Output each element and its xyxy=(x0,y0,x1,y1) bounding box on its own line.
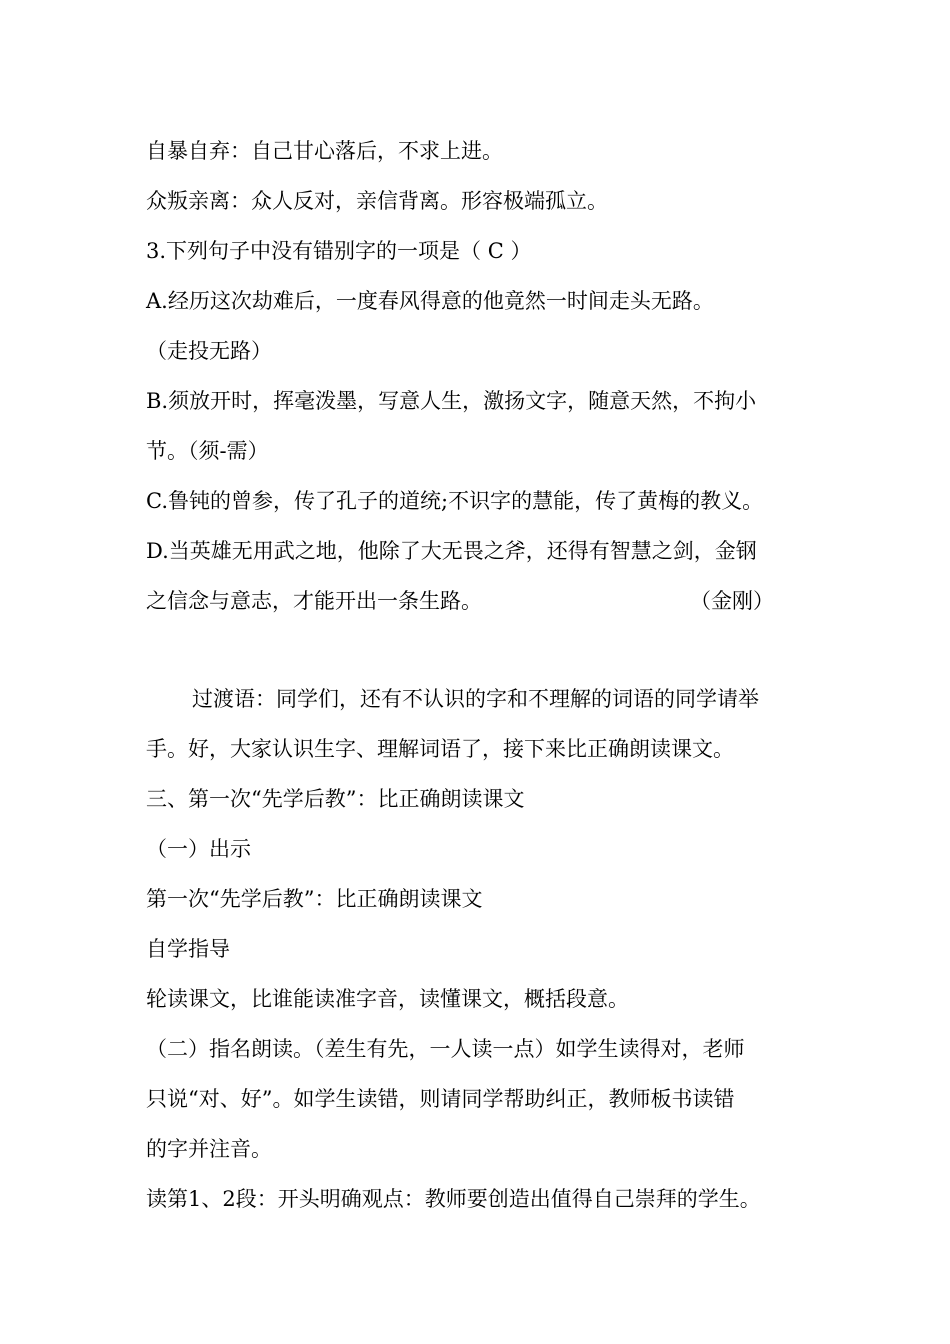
option-b: B.须放开时，挥毫泼墨，写意人生，激扬文字，随意天然，不拘小 xyxy=(146,389,757,413)
option-b-continued: 节。（须-需） xyxy=(146,439,269,463)
subsection-heading: （二）指名朗读。（差生有先，一人读一点）如学生读得对，老师 xyxy=(146,1037,745,1061)
question-line: 3.下列句子中没有错别字的一项是（ C ） xyxy=(146,239,532,263)
option-d-text: 之信念与意志，才能开出一条生路。 xyxy=(146,589,482,613)
option-d-continued xyxy=(146,586,811,616)
text-line: 只说“对、好”。如学生读错，则请同学帮助纠正，教师板书读错 xyxy=(146,1087,735,1111)
option-c: C.鲁钝的曾参，传了孔子的道统;不识字的慧能，传了黄梅的教义。 xyxy=(146,489,764,513)
text-line: 的字并注音。 xyxy=(146,1137,272,1161)
subsection-heading: （一）出示 xyxy=(146,837,251,861)
transition-line-continued: 手。好，大家认识生字、理解词语了，接下来比正确朗读课文。 xyxy=(146,737,734,761)
option-a: A.经历这次劫难后，一度春风得意的他竟然一时间走头无路。 xyxy=(146,289,714,313)
text-line: 轮读课文，比谁能读准字音，读懂课文，概括段意。 xyxy=(146,987,629,1011)
option-a-note: （走投无路） xyxy=(146,339,272,363)
text-line: 众叛亲离：众人反对，亲信背离。形容极端孤立。 xyxy=(146,189,608,213)
option-d-note: （金刚） xyxy=(690,589,774,613)
transition-line: 过渡语：同学们，还有不认识的字和不理解的词语的同学请举 xyxy=(192,687,759,711)
text-line: 读第1、2段：开头明确观点：教师要创造出值得自己崇拜的学生。 xyxy=(146,1187,761,1211)
option-d: D.当英雄无用武之地，他除了大无畏之斧，还得有智慧之剑，金钢 xyxy=(146,539,757,563)
text-line: 自学指导 xyxy=(146,937,230,961)
text-line: 第一次“先学后教”：比正确朗读课文 xyxy=(146,887,483,911)
text-line: 自暴自弃：自己甘心落后，不求上进。 xyxy=(146,139,503,163)
section-heading: 三、第一次“先学后教”：比正确朗读课文 xyxy=(146,787,525,811)
